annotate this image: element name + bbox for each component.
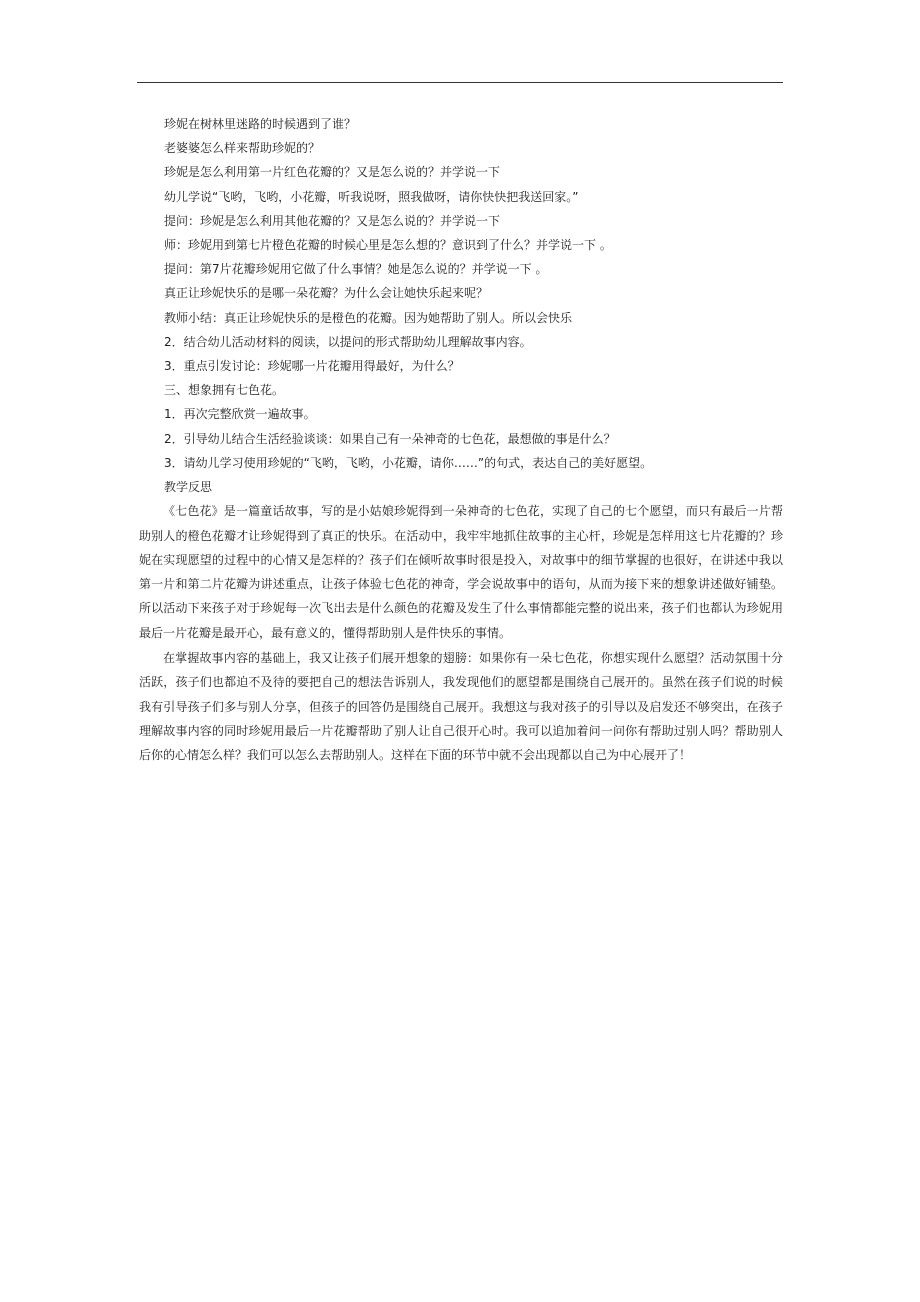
question-line: 提问：珍妮是怎么利用其他花瓣的？又是怎么说的？并学说一下 [164,213,501,228]
step-line: 3．重点引发讨论：珍妮哪一片花瓣用得最好，为什么？ [164,359,460,374]
section-heading: 教学反思 [164,480,213,495]
text-line: 幼儿学说“飞哟，飞哟，小花瓣，听我说呀，照我做呀，请你快快把我送回家。” [164,189,579,204]
question-line: 提问：第7片花瓣珍妮用它做了什么事情？她是怎么说的？并学说一下 。 [164,262,548,277]
text-line: 师：珍妮用到第七片橙色花瓣的时候心里是怎么想的？意识到了什么？并学说一下 。 [164,238,612,253]
reflection-paragraph: 《七色花》是一篇童话故事，写的是小姑娘珍妮得到一朵神奇的七色花，实现了自己的七个愿望，而只有最后一片帮助别人的橙色花瓣才让珍妮得到了真正的快乐。在活动中，我牢牢地抓住故事的主心杆，珍妮是怎样用这七片花瓣的？珍妮在实现愿望的过程中的心情又是怎样的？孩子们在倾听故事时很是投入，对故事中的细节掌握的也很好，在讲述中我以第一片和第二片花瓣为讲述重点，让孩子体验七色花的神奇，学会说故事中的语句，从而为接下来的想象讲述做好铺垫。所以活动下来孩子对于珍妮每一次飞出去是什么颜色的花瓣及发生了什么事情都能完整的说出来，孩子们也都认为珍妮用最后一片花瓣是最开心，最有意义的，懂得帮助别人是件快乐的事情。 [139,504,783,640]
question-line: 珍妮在树林里迷路的时候遇到了谁？ [164,117,357,131]
question-line: 珍妮是怎么利用第一片红色花瓣的？又是怎么说的？并学说一下 [164,165,501,180]
step-line: 3．请幼儿学习使用珍妮的“飞哟，飞哟，小花瓣，请你……”的句式，表达自己的美好愿望。 [164,455,653,470]
summary-line: 教师小结：真正让珍妮快乐的是橙色的花瓣。因为她帮助了别人。所以会快乐 [164,310,573,325]
header-rule [137,82,783,83]
step-line: 2．引导幼儿结合生活经验谈谈：如果自己有一朵神奇的七色花，最想做的事是什么？ [164,431,616,446]
step-line: 1．再次完整欣赏一遍故事。 [164,407,316,422]
question-line: 真正让珍妮快乐的是哪一朵花瓣？为什么会让她快乐起来呢？ [164,286,489,301]
reflection-paragraph: 在掌握故事内容的基础上，我又让孩子们展开想象的翅膀：如果你有一朵七色花，你想实现什么愿望？活动氛围十分活跃，孩子们也都迫不及待的要把自己的想法告诉别人，我发现他们的愿望都是围绕自己展开的。虽然在孩子们说的时候我有引导孩子们多与别人分享，但孩子的回答仍是围绕自己展开。我想这与我对孩子的引导以及启发还不够突出，在孩子理解故事内容的同时珍妮用最后一片花瓣帮助了别人让自己很开心时。我可以追加着问一问你有帮助过别人吗？帮助别人后你的心情怎么样？我们可以怎么去帮助别人。这样在下面的环节中就不会出现都以自己为中心展开了！ [139,651,783,763]
section-heading: 三、想象拥有七色花。 [164,383,285,398]
document-body [139,112,783,768]
question-line: 老婆婆怎么样来帮助珍妮的？ [164,141,321,156]
step-line: 2．结合幼儿活动材料的阅读，以提问的形式帮助幼儿理解故事内容。 [164,334,532,349]
